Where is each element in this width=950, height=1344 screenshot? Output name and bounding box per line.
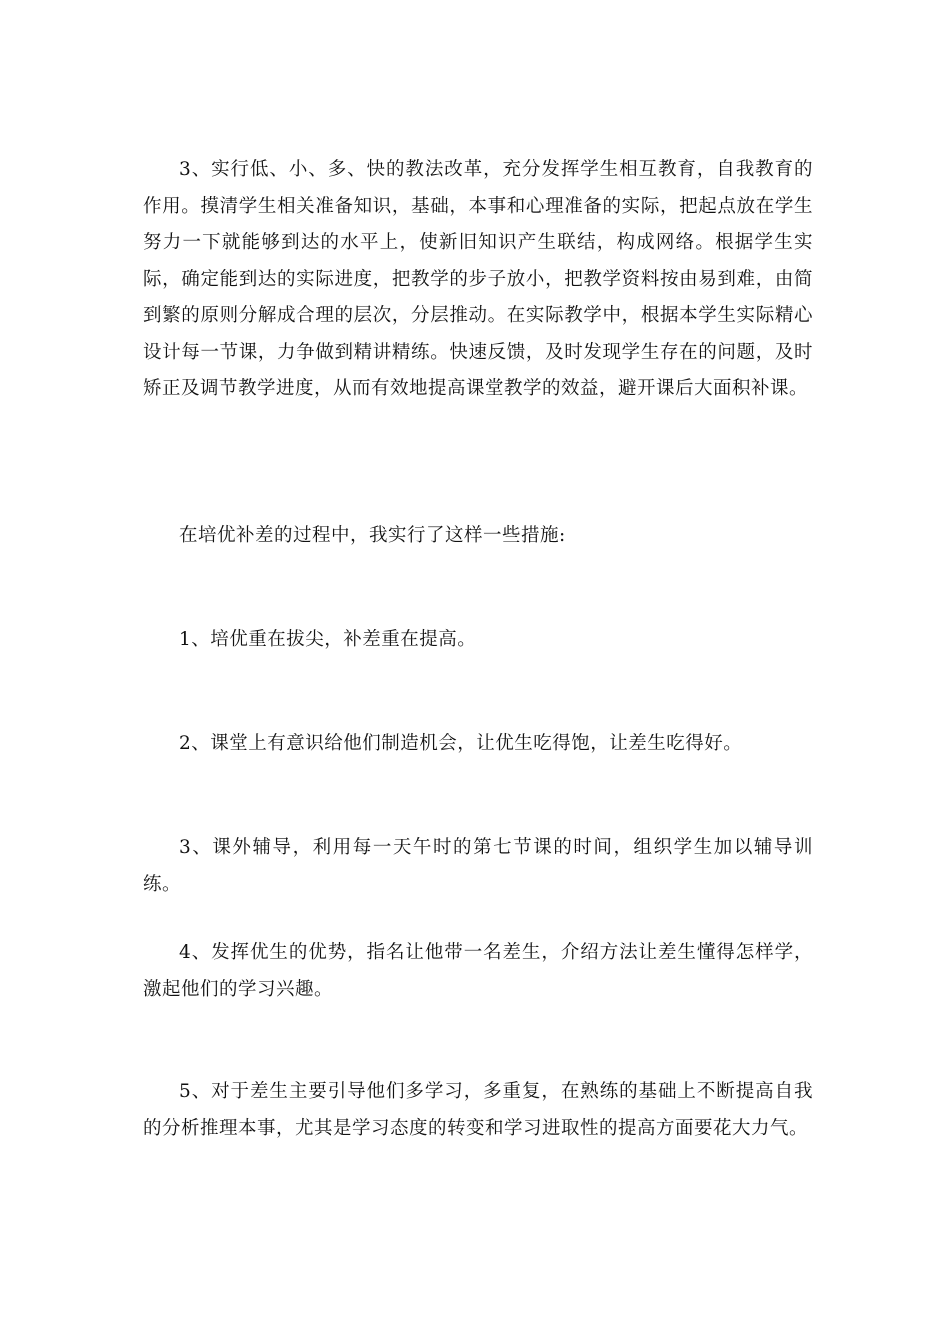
paragraph-measure-5: 5、对于差生主要引导他们多学习，多重复，在熟练的基础上不断提高自我的分析推理本事，尤其是学习态度的转变和学习进取性的提高方面要花大力气。 [143, 1081, 813, 1139]
paragraph-teaching-reform: 3、实行低、小、多、快的教法改革，充分发挥学生相互教育，自我教育的作用。摸清学生相关准备知识，基础，本事和心理准备的实际，把起点放在学生努力一下就能够到达的水平上，使新旧知识产生联结，构成网络。根据学生实际，确定能到达的实际进度，把教学的步子放小，把教学资料按由易到难，由简到繁的原则分解成合理的层次，分层推动。在实际教学中，根据本学生实际精心设计每一节课，力争做到精讲精练。快速反馈，及时发现学生存在的问题，及时矫正及调节教学进度，从而有效地提高课堂教学的效益，避开课后大面积补课。 [143, 159, 813, 399]
paragraph-measure-2: 2、课堂上有意识给他们制造机会，让优生吃得饱，让差生吃得好。 [179, 733, 743, 754]
paragraph-measure-4: 4、发挥优生的优势，指名让他带一名差生，介绍方法让差生懂得怎样学，激起他们的学习兴趣。 [143, 942, 813, 1000]
paragraph-measure-3: 3、课外辅导，利用每一天午时的第七节课的时间，组织学生加以辅导训练。 [143, 837, 813, 895]
paragraph-measure-1: 1、培优重在拔尖，补差重在提高。 [179, 629, 477, 650]
paragraph-measures-intro: 在培优补差的过程中，我实行了这样一些措施: [179, 525, 566, 546]
